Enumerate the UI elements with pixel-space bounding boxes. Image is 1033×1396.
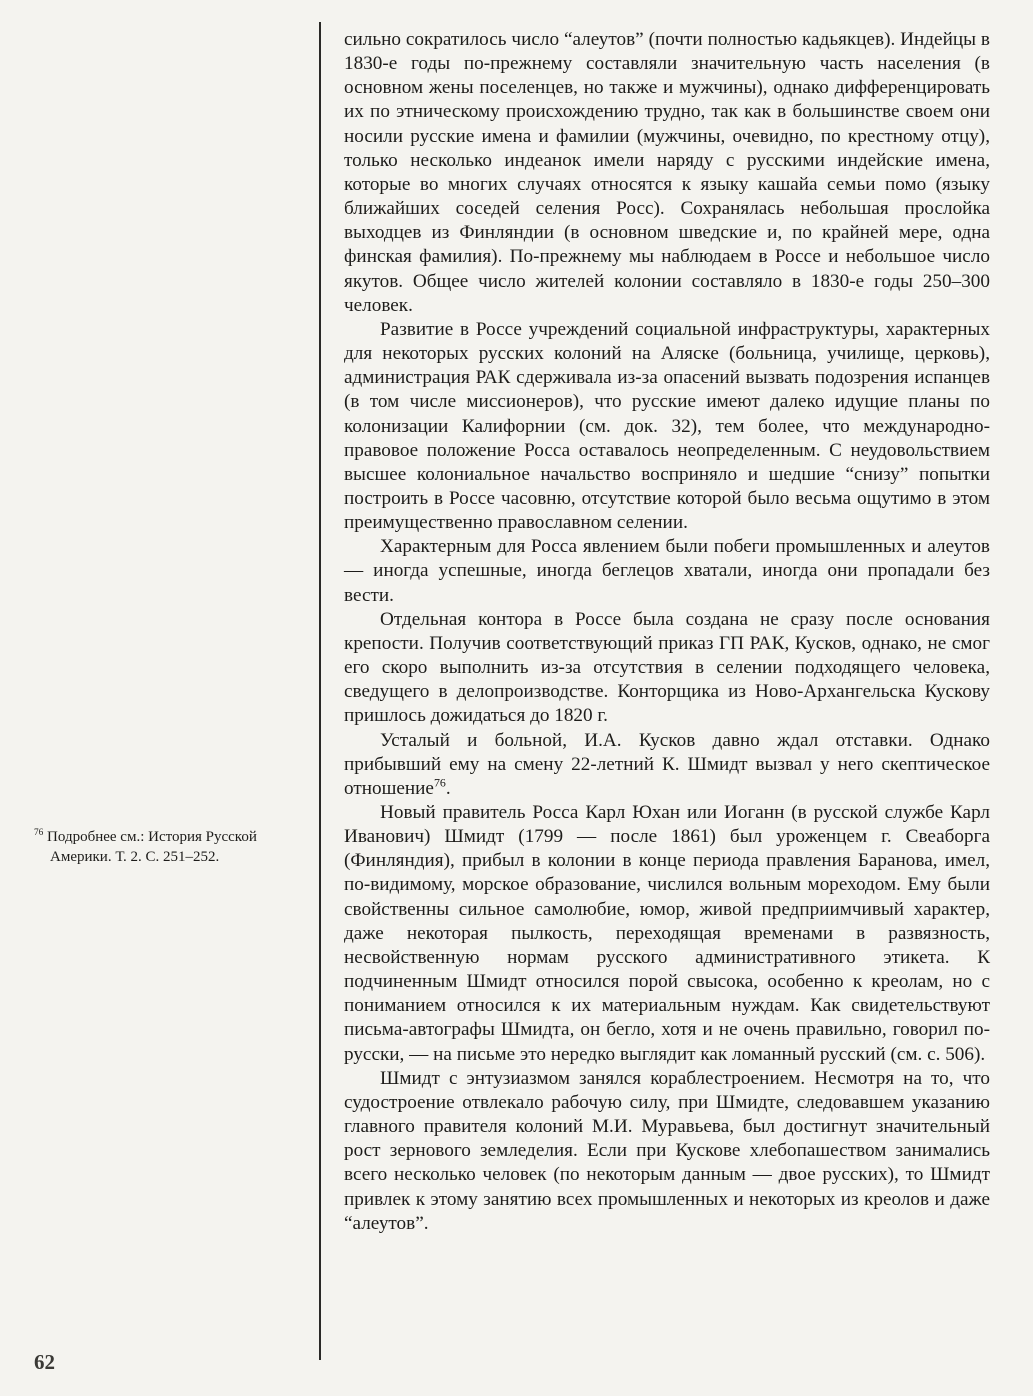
footnote-line-1: Подробнее см.: История Русской [47, 829, 257, 845]
paragraph-2: Развитие в Россе учреждений социальной инфраструктуры, характерных для некоторых русских колоний на Аляске (больница, училище, церковь), администрация РАК сдерживала из-за опасений вызвать подозрения испанцев (в том числе миссионеров), что русские имеют далеко идущие планы по колонизации Калифорнии (см. док. 32), тем более, что международно-правовое положение Росса оставалось неопределенным. С неудовольствием высшее колониальное начальство восприняло и шедшие “снизу” попытки построить в Россе часовню, отсутствие которой было весьма ощутимо в этом преимущественно православном селении. [344, 318, 990, 534]
paragraph-7: Шмидт с энтузиазмом занялся кораблестроением. Несмотря на то, что судостроение отвлекало рабочую силу, при Шмидте, следовавшем указанию главного правителя колоний М.И. Муравьева, был достигнут значительный рост зернового земледелия. Если при Кускове хлебопашеством занимались всего несколько человек (по некоторым данным — двое русских), то Шмидт привлек к этому занятию всех промышленных и некоторых из креолов и даже “алеутов”. [344, 1067, 990, 1234]
footnote-reference[interactable]: 76 [433, 775, 446, 790]
paragraph-5-text: Усталый и больной, И.А. Кусков давно ждал отставки. Однако прибывший ему на смену 22-летний К. Шмидт вызвал у него скептическое отношение [344, 729, 990, 799]
main-text-column [344, 28, 990, 1236]
paragraph-4: Отдельная контора в Россе была создана не сразу после основания крепости. Получив соответствующий приказ ГП РАК, Кусков, однако, не смог его скоро выполнить из-за отсутствия в селении подходящего человека, сведущего в делопроизводстве. Конторщика из Ново-Архангельска Кускову пришлось дожидаться до 1820 г. [344, 608, 990, 727]
paragraph-6: Новый правитель Росса Карл Юхан или Иоганн (в русской службе Карл Иванович) Шмидт (1799 — после 1861) был уроженцем г. Свеаборга (Финляндия), прибыл в колонии в конце периода правления Баранова, имел, по-видимому, морское образование, числился вольным мореходом. Ему были свойственны сильное самолюбие, юмор, живой предприимчивый характер, даже некоторая пылкость, переходящая временами в развязность, несвойственную нормам русского административного этикета. К подчиненным Шмидт относился порой свысока, особенно к креолам, но с пониманием относился к их материальным нуждам. Как свидетельствуют письма-автографы Шмидта, он бегло, хотя и не очень правильно, говорил по-русски, — на письме это нередко выглядит как ломанный русский (см. с. 506). [344, 802, 990, 1065]
column-divider [319, 22, 321, 1360]
paragraph-5 [344, 729, 990, 801]
footnote-marker: 76 [34, 828, 44, 838]
paragraph-5-end: . [445, 777, 451, 799]
paragraph-1: сильно сократилось число “алеутов” (почти полностью кадьякцев). Индейцы в 1830-е годы по-прежнему составляли значительную часть населения (в основном жены поселенцев, но также и мужчины), однако дифференцировать их по этническому происхождению трудно, так как в большинстве своем они носили русские имена и фамилии (мужчины, очевидно, по крестному отцу), только несколько индеанок имели наряду с русскими индейские имена, которые во многих случаях относятся к языку кашайа семьи помо (языку ближайших соседей селения Росс). Сохранялась небольшая прослойка выходцев из Финляндии (в основном шведские и, по крайней мере, одна финская фамилия). По-прежнему мы наблюдаем в Россе и небольшое число якутов. Общее число жителей колонии составляло в 1830-е годы 250–300 человек. [344, 29, 990, 316]
footnote-line-2: Америки. Т. 2. С. 251–252. [50, 849, 220, 865]
page-number: 62 [34, 1350, 55, 1374]
footnote-76 [34, 827, 306, 867]
paragraph-3: Характерным для Росса явлением были побеги промышленных и алеутов — иногда успешные, иногда беглецов хватали, иногда они пропадали без вести. [344, 536, 990, 606]
